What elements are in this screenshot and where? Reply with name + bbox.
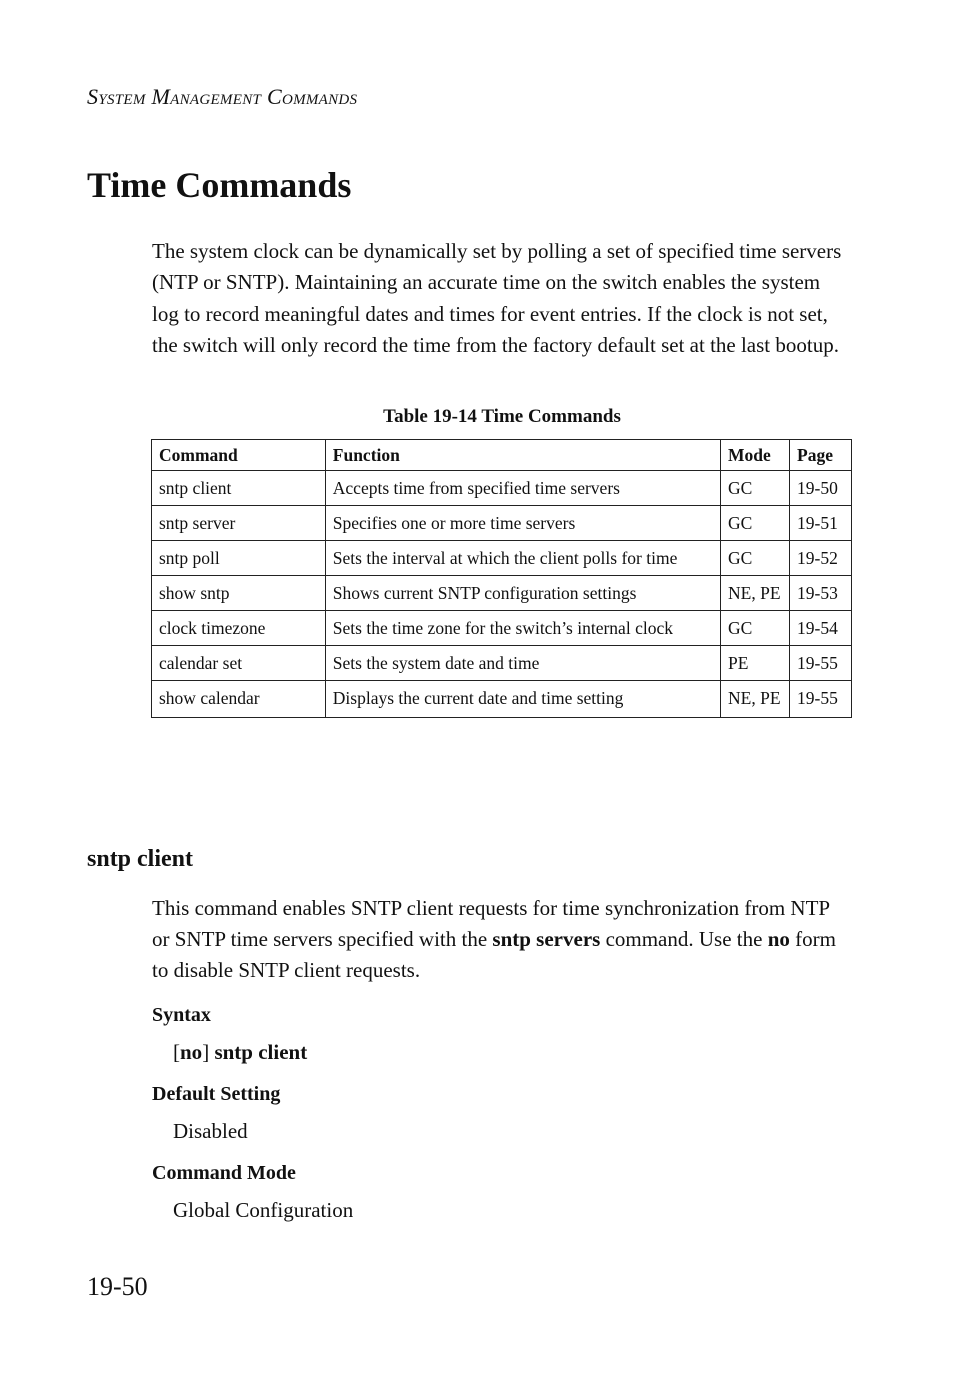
table-row <box>152 646 852 681</box>
cell-mode: NE, PE <box>721 576 790 611</box>
cell-mode: GC <box>721 541 790 576</box>
cell-function: Displays the current date and time setting <box>325 681 720 718</box>
cell-page: 19-53 <box>790 576 852 611</box>
page-title: Time Commands <box>87 165 352 205</box>
table-header-row <box>152 440 852 471</box>
cell-function: Sets the time zone for the switch’s internal clock <box>325 611 720 646</box>
cell-command: sntp server <box>152 506 326 541</box>
section-description: This command enables SNTP client requests for time synchronization from NTP or SNTP time servers specified with the sntp servers command. Use the no form to disable SNTP client requests. <box>152 896 836 982</box>
default-setting-value: Disabled <box>173 1119 248 1143</box>
cell-function: Sets the interval at which the client polls for time <box>325 541 720 576</box>
table-row <box>152 541 852 576</box>
cell-command: show sntp <box>152 576 326 611</box>
table-row <box>152 611 852 646</box>
time-commands-table <box>151 439 852 718</box>
table-row <box>152 576 852 611</box>
table-row <box>152 471 852 506</box>
header-command: Command <box>152 440 326 471</box>
command-mode-value: Global Configuration <box>173 1198 354 1222</box>
cell-command: calendar set <box>152 646 326 681</box>
cell-page: 19-55 <box>790 681 852 718</box>
cell-function: Specifies one or more time servers <box>325 506 720 541</box>
header-page: Page <box>790 440 852 471</box>
cell-command: show calendar <box>152 681 326 718</box>
header-function: Function <box>325 440 720 471</box>
command-mode-heading: Command Mode <box>152 1162 296 1184</box>
cell-mode: GC <box>721 471 790 506</box>
cell-command: sntp client <box>152 471 326 506</box>
syntax-line: [no] sntp client <box>173 1040 308 1064</box>
default-setting-heading: Default Setting <box>152 1083 281 1105</box>
cell-page: 19-51 <box>790 506 852 541</box>
table-caption: Table 19-14 Time Commands <box>383 406 621 427</box>
cell-mode: GC <box>721 506 790 541</box>
cell-mode: PE <box>721 646 790 681</box>
cell-page: 19-52 <box>790 541 852 576</box>
cell-page: 19-54 <box>790 611 852 646</box>
syntax-heading: Syntax <box>152 1004 211 1026</box>
table-row <box>152 681 852 718</box>
header-mode: Mode <box>721 440 790 471</box>
cell-function: Accepts time from specified time servers <box>325 471 720 506</box>
table-row <box>152 506 852 541</box>
cell-function: Shows current SNTP configuration settings <box>325 576 720 611</box>
cell-command: sntp poll <box>152 541 326 576</box>
cell-page: 19-55 <box>790 646 852 681</box>
page-number: 19-50 <box>87 1272 148 1301</box>
intro-paragraph: The system clock can be dynamically set by polling a set of specified time servers (NTP or SNTP). Maintaining an accurate time on the switch enables the system log to record meaningful dates and times for event entries. If the clock is not set, the switch will only record the time from the factory default set at the last bootup. <box>152 239 842 357</box>
cell-page: 19-50 <box>790 471 852 506</box>
cell-command: clock timezone <box>152 611 326 646</box>
cell-mode: GC <box>721 611 790 646</box>
cell-mode: NE, PE <box>721 681 790 718</box>
cell-function: Sets the system date and time <box>325 646 720 681</box>
running-head: SYSTEM MANAGEMENT COMMANDS <box>87 84 358 109</box>
section-title: sntp client <box>87 846 194 872</box>
